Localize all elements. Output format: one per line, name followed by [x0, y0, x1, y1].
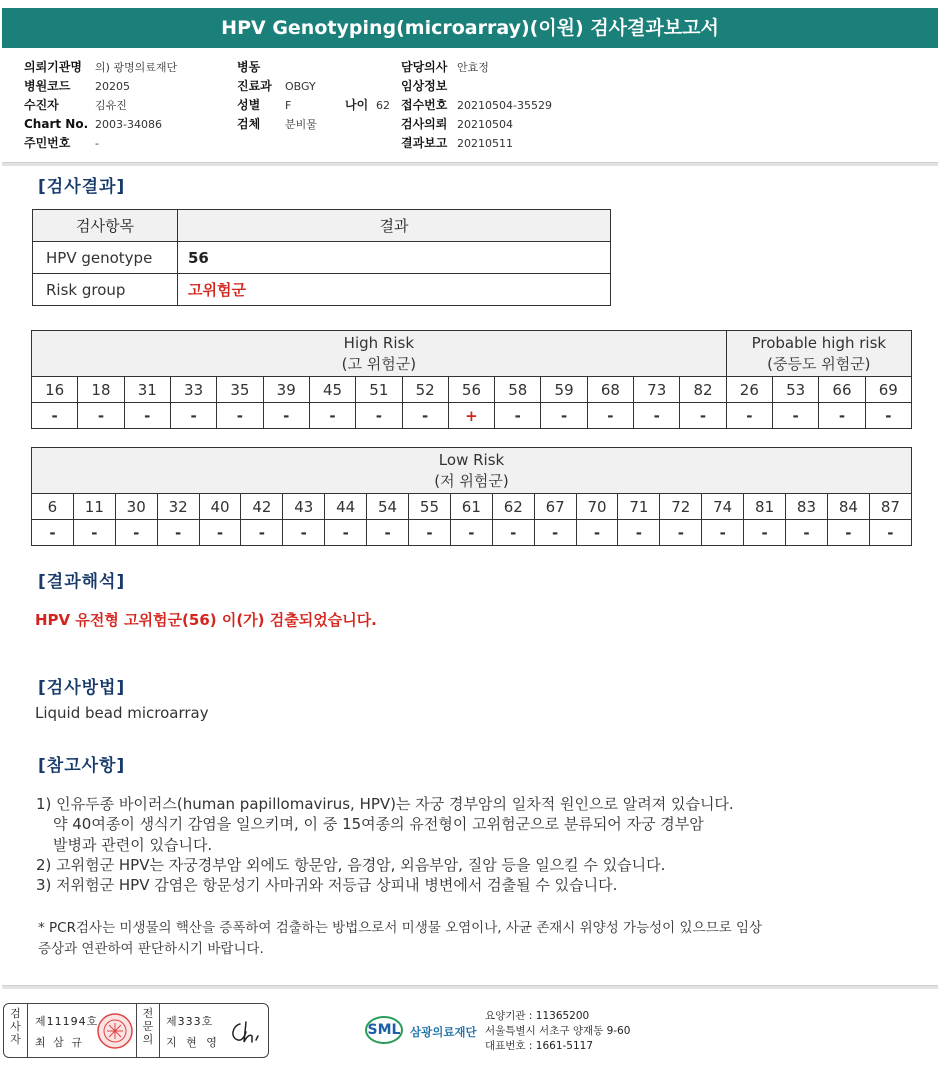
signature-icon: [226, 1014, 266, 1048]
genotype-result-cell: -: [325, 520, 367, 546]
info-label: 성별: [237, 98, 261, 112]
genotype-cell: 33: [170, 377, 216, 403]
genotype-cell: 35: [217, 377, 263, 403]
genotype-cell: 51: [356, 377, 402, 403]
genotype-result-cell: -: [309, 403, 355, 429]
result-item: Risk group: [33, 274, 178, 306]
info-label: 병동: [237, 60, 261, 74]
genotype-cell: 59: [541, 377, 587, 403]
genotype-cell: 11: [73, 494, 115, 520]
low-risk-grid: [31, 447, 912, 546]
genotype-result-cell: -: [367, 520, 409, 546]
footnote: [38, 918, 762, 959]
genotype-result-cell: -: [241, 520, 283, 546]
genotype-cell: 87: [869, 494, 911, 520]
result-value: 56: [178, 242, 611, 274]
logo-text: SML: [367, 1022, 401, 1038]
institution-phone: 대표번호 : 1661-5117: [485, 1040, 594, 1052]
header-result: 결과: [178, 210, 611, 242]
divider: [2, 985, 938, 989]
genotype-result-cell: -: [827, 520, 869, 546]
section-title-notes: [참고사항]: [38, 756, 126, 776]
genotype-cell: 42: [241, 494, 283, 520]
genotype-cell: 43: [283, 494, 325, 520]
genotype-result-cell: -: [157, 520, 199, 546]
high-risk-subtitle: (고 위험군): [341, 354, 417, 373]
genotype-cell: 55: [409, 494, 451, 520]
patient-info-col1: [24, 58, 177, 153]
specialist-label-text: 전문의: [142, 1007, 154, 1046]
genotype-cell: 83: [786, 494, 828, 520]
result-value: 고위험군: [178, 274, 611, 306]
notes-list: [36, 794, 734, 895]
specialist-license: 제333호: [166, 1015, 214, 1028]
table-row: [33, 274, 611, 306]
genotype-result-cell: -: [786, 520, 828, 546]
high-risk-types-row: [32, 377, 912, 403]
info-value: 2003-34086: [95, 118, 162, 131]
interpretation-text: HPV 유전형 고위험군(56) 이(가) 검출되었습니다.: [35, 611, 377, 629]
info-value: 20210504-35529: [457, 99, 552, 112]
sml-logo-icon: [364, 1008, 404, 1048]
genotype-cell: 45: [309, 377, 355, 403]
info-label: 검체: [237, 117, 261, 131]
genotype-result-cell: -: [217, 403, 263, 429]
genotype-result-cell: -: [744, 520, 786, 546]
genotype-result-cell: -: [402, 403, 448, 429]
result-table-header: [33, 210, 611, 242]
seal-icon: [96, 1012, 134, 1050]
genotype-result-cell: -: [409, 520, 451, 546]
high-risk-grid: [31, 330, 912, 429]
section-title-interpretation: [결과해석]: [38, 572, 126, 592]
info-label: 진료과: [237, 79, 272, 93]
info-label: 결과보고: [401, 136, 448, 150]
method-text: Liquid bead microarray: [35, 704, 209, 722]
genotype-result-cell: -: [199, 520, 241, 546]
report-title: HPV Genotyping(microarray)(이원) 검사결과보고서: [221, 17, 719, 39]
genotype-cell: 32: [157, 494, 199, 520]
info-label: 검사의뢰: [401, 117, 448, 131]
info-row: [401, 96, 552, 115]
genotype-cell: 84: [827, 494, 869, 520]
header-item: 검사항목: [33, 210, 178, 242]
info-row: [24, 115, 177, 134]
genotype-cell: 61: [450, 494, 492, 520]
genotype-result-cell: -: [726, 403, 772, 429]
genotype-cell: 18: [78, 377, 124, 403]
genotype-result-cell: -: [492, 520, 534, 546]
institution-address: 서울특별시 서초구 양재동 9-60: [485, 1025, 631, 1037]
note-line: 약 40여종이 생식기 감염을 일으키며, 이 중 15여종의 유전형이 고위험군으로 분류되어 자궁 경부암: [53, 815, 704, 834]
genotype-result-cell: -: [634, 403, 680, 429]
genotype-result-cell: -: [702, 520, 744, 546]
institution-code: 요양기관 : 11365200: [485, 1010, 590, 1022]
genotype-result-cell: -: [450, 520, 492, 546]
genotype-cell: 26: [726, 377, 772, 403]
report-title-bar: [2, 8, 938, 48]
institution-name: 삼광의료재단: [410, 1025, 477, 1039]
genotype-result-cell: -: [115, 520, 157, 546]
genotype-result-cell: -: [587, 403, 633, 429]
genotype-result-cell: -: [869, 520, 911, 546]
info-row: [237, 58, 390, 77]
genotype-cell: 62: [492, 494, 534, 520]
info-row: [237, 77, 390, 96]
genotype-result-cell: -: [32, 520, 74, 546]
genotype-result-cell: -: [170, 403, 216, 429]
genotype-result-cell: -: [263, 403, 309, 429]
genotype-result-cell: -: [495, 403, 541, 429]
genotype-result-cell: -: [73, 520, 115, 546]
genotype-cell: 66: [819, 377, 865, 403]
low-risk-types-row: [32, 494, 912, 520]
genotype-result-cell: -: [534, 520, 576, 546]
institution-contact: [485, 1009, 630, 1054]
genotype-cell: 67: [534, 494, 576, 520]
genotype-result-cell: -: [283, 520, 325, 546]
result-table: [32, 209, 611, 306]
info-value: OBGY: [285, 80, 316, 93]
info-row: [401, 77, 552, 96]
genotype-result-cell: -: [618, 520, 660, 546]
result-item: HPV genotype: [33, 242, 178, 274]
probable-risk-subtitle: (중등도 위험군): [767, 354, 871, 373]
genotype-cell: 82: [680, 377, 726, 403]
probable-risk-header: [726, 331, 911, 377]
divider: [2, 162, 938, 166]
low-risk-results-row: [32, 520, 912, 546]
high-risk-header: [32, 331, 727, 377]
patient-info-col3: [401, 58, 552, 153]
info-row: [24, 96, 177, 115]
age-value: 62: [376, 99, 390, 112]
genotype-result-cell: -: [576, 520, 618, 546]
info-row: [24, 58, 177, 77]
info-row: [237, 115, 390, 134]
genotype-cell: 81: [744, 494, 786, 520]
genotype-cell: 40: [199, 494, 241, 520]
table-row: [33, 242, 611, 274]
genotype-cell: 39: [263, 377, 309, 403]
low-risk-title: Low Risk: [438, 450, 505, 469]
genotype-cell: 68: [587, 377, 633, 403]
signature-box: [3, 1003, 269, 1058]
genotype-cell: 72: [660, 494, 702, 520]
genotype-result-cell: +: [448, 403, 494, 429]
info-label: 의뢰기관명: [24, 60, 82, 74]
genotype-cell: 69: [865, 377, 911, 403]
genotype-result-cell: -: [660, 520, 702, 546]
genotype-cell: 16: [32, 377, 78, 403]
note-line: 1) 인유두종 바이러스(human papillomavirus, HPV)는 자궁 경부암의 일차적 원인으로 알려져 있습니다.: [36, 795, 734, 813]
genotype-result-cell: -: [356, 403, 402, 429]
info-value: 의) 광명의료재단: [95, 61, 178, 74]
genotype-cell: 70: [576, 494, 618, 520]
genotype-result-cell: -: [865, 403, 911, 429]
genotype-cell: 30: [115, 494, 157, 520]
examiner-label-text: 검사자: [10, 1007, 21, 1046]
info-value: 김유진: [95, 99, 127, 112]
patient-info-col2: [237, 58, 390, 134]
info-row: [24, 134, 177, 153]
genotype-cell: 31: [124, 377, 170, 403]
genotype-cell: 74: [702, 494, 744, 520]
info-value: 20210504: [457, 118, 513, 131]
genotype-cell: 44: [325, 494, 367, 520]
note-line: 3) 저위험군 HPV 감염은 항문성기 사마귀와 저등급 상피내 병변에서 검출될 수 있습니다.: [36, 876, 618, 895]
footnote-line: 증상과 연관하여 판단하시기 바랍니다.: [38, 940, 264, 957]
genotype-cell: 6: [32, 494, 74, 520]
note-line: 발병과 관련이 있습니다.: [53, 835, 213, 854]
info-row: [237, 96, 390, 115]
genotype-cell: 58: [495, 377, 541, 403]
info-label: 수진자: [24, 98, 59, 112]
genotype-cell: 54: [367, 494, 409, 520]
info-label: 접수번호: [401, 98, 448, 112]
section-title-result: [검사결과]: [38, 177, 126, 197]
genotype-cell: 52: [402, 377, 448, 403]
info-label: 주민번호: [24, 136, 71, 150]
genotype-cell: 53: [773, 377, 819, 403]
genotype-cell: 71: [618, 494, 660, 520]
info-row: [24, 77, 177, 96]
low-risk-header: [32, 448, 912, 494]
info-value: 안효정: [457, 61, 489, 74]
examiner-name: 최 삼 규: [35, 1036, 84, 1049]
genotype-result-cell: -: [819, 403, 865, 429]
high-risk-results-row: [32, 403, 912, 429]
low-risk-subtitle: (저 위험군): [434, 471, 509, 490]
probable-risk-title: Probable high risk: [751, 333, 887, 352]
note-line: 2) 고위험군 HPV는 자궁경부암 외에도 항문암, 음경암, 외음부암, 질암 등을 일으킬 수 있습니다.: [36, 855, 666, 874]
genotype-result-cell: -: [541, 403, 587, 429]
specialist-name: 지 현 영: [166, 1036, 220, 1049]
info-value: 20210511: [457, 137, 513, 150]
genotype-cell: 73: [634, 377, 680, 403]
info-value: F: [285, 99, 292, 112]
info-value: 20205: [95, 80, 130, 93]
info-value: -: [95, 137, 99, 150]
info-value: 분비물: [285, 118, 317, 131]
specialist-label: [136, 1004, 160, 1057]
genotype-result-cell: -: [32, 403, 78, 429]
genotype-result-cell: -: [78, 403, 124, 429]
info-label: Chart No.: [24, 117, 89, 131]
info-label: 임상정보: [401, 79, 448, 93]
genotype-result-cell: -: [680, 403, 726, 429]
info-label: 병원코드: [24, 79, 71, 93]
info-row: [401, 134, 552, 153]
info-row: [401, 58, 552, 77]
info-label: 담당의사: [401, 60, 448, 74]
age-label: 나이: [345, 98, 369, 112]
info-row: [401, 115, 552, 134]
footnote-line: * PCR검사는 미생물의 핵산을 증폭하여 검출하는 방법으로서 미생물 오염이나, 사균 존재시 위양성 가능성이 있으므로 임상: [38, 920, 763, 936]
genotype-result-cell: -: [124, 403, 170, 429]
high-risk-title: High Risk: [343, 333, 415, 352]
genotype-result-cell: -: [773, 403, 819, 429]
examiner-label: [4, 1004, 28, 1057]
section-title-method: [검사방법]: [38, 678, 126, 698]
genotype-cell: 56: [448, 377, 494, 403]
examiner-license: 제11194호: [35, 1015, 99, 1028]
